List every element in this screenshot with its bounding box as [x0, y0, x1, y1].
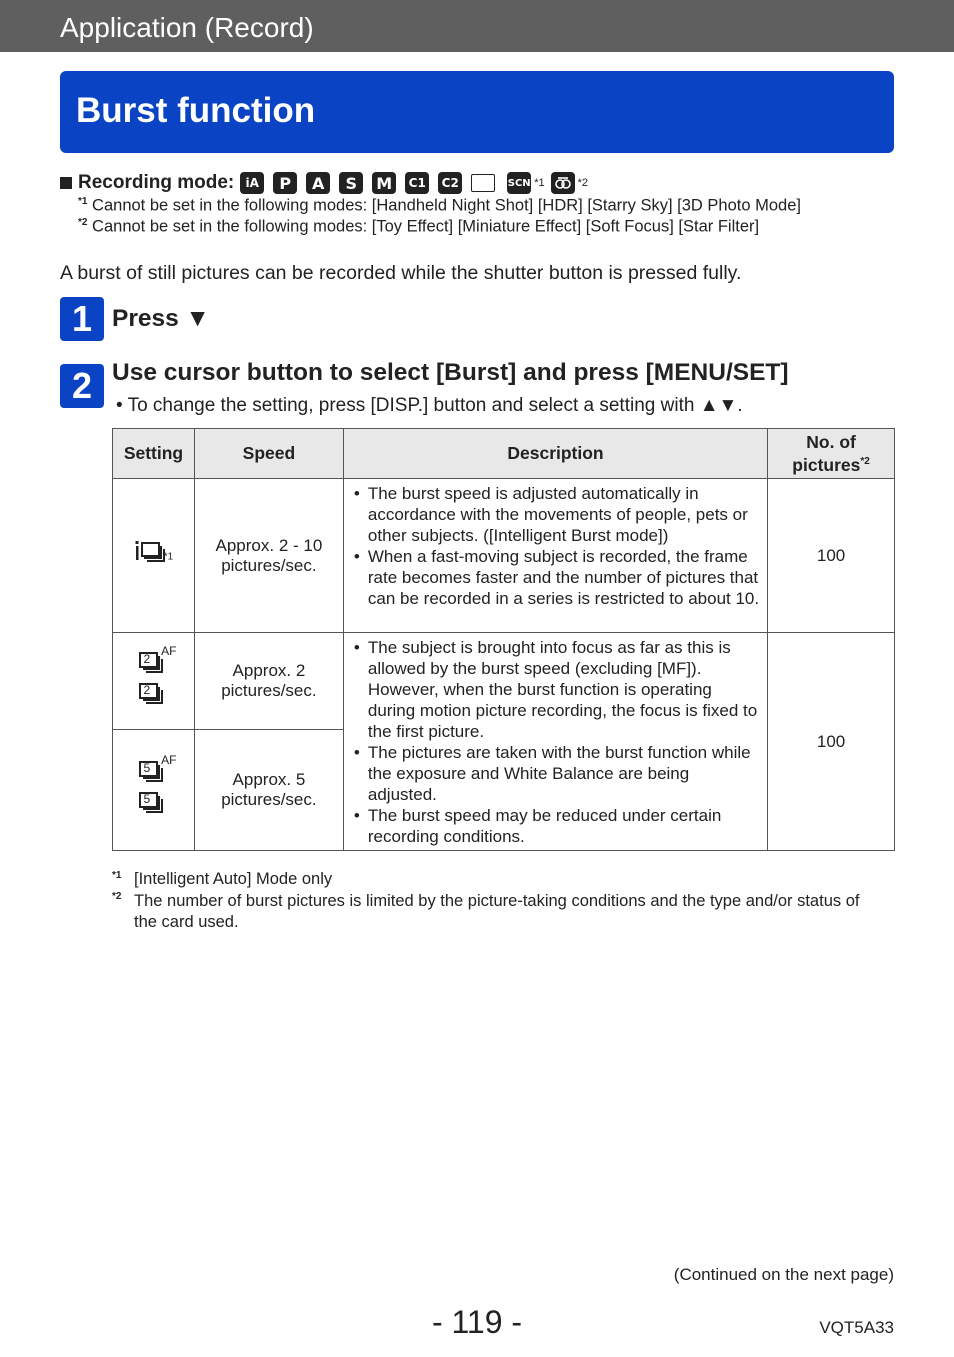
- mode-scn-icon: SCN: [507, 172, 531, 194]
- mode-c2-icon: C2: [438, 172, 462, 194]
- burst-settings-table: [112, 428, 895, 851]
- row1-mark: *1: [163, 551, 174, 563]
- speed-cell: Approx. 2 pictures/sec.: [194, 633, 343, 730]
- step-2-number: 2: [60, 364, 104, 408]
- mode-m-icon: M: [372, 172, 396, 194]
- burst-h-icon: 2: [138, 681, 168, 707]
- mode-a-icon: A: [306, 172, 330, 194]
- square-bullet-icon: [60, 177, 72, 189]
- burst-h-af-icon: 2 AF: [138, 650, 168, 676]
- mode-c1-icon: C1: [405, 172, 429, 194]
- title-banner: [60, 71, 894, 153]
- header-speed: Speed: [194, 429, 343, 479]
- footnote-1: [112, 870, 332, 889]
- note-text: Cannot be set in the following modes: [Toy Effect] [Miniature Effect] [Soft Focus] [Star Filter]: [92, 217, 760, 236]
- description-cell: [343, 633, 767, 851]
- footnote-mark: *2: [112, 891, 122, 902]
- list-item: • The burst speed is adjusted automatically in accordance with the movements of people, pets or other subjects. ([Intelligent Burst mode]): [352, 483, 759, 546]
- mode-ia-icon: iA: [240, 172, 264, 194]
- creative-control-icon: [551, 172, 575, 194]
- list-item: • The pictures are taken with the burst function while the exposure and White Balance are being adjusted.: [352, 742, 759, 805]
- setting-cell: [113, 479, 195, 633]
- panorama-mode-icon: [471, 174, 495, 192]
- continued-note: (Continued on the next page): [673, 1265, 894, 1284]
- mode-note-2: [78, 217, 759, 237]
- page-number: - 119 -: [431, 1304, 523, 1340]
- header-description: Description: [343, 429, 767, 479]
- recording-mode-label: Recording mode:: [78, 172, 235, 193]
- speed-cell: Approx. 5 pictures/sec.: [194, 730, 343, 851]
- recording-mode-row: [60, 170, 594, 196]
- step-1-number: 1: [60, 297, 104, 341]
- table-header-row: [113, 429, 895, 479]
- setting-cell: [113, 633, 195, 730]
- mode-note-1: [78, 196, 801, 216]
- header-count: No. of pictures$^{*2}$: [768, 429, 895, 479]
- step-2-text: Use cursor button to select [Burst] and press [MENU/SET]: [112, 359, 789, 386]
- description-list: [352, 637, 759, 847]
- footnote-2: [112, 891, 882, 933]
- footnote-text: [Intelligent Auto] Mode only: [134, 870, 333, 888]
- mode-icons: [240, 172, 594, 194]
- table-row: [113, 633, 895, 730]
- document-code: VQT5A33: [819, 1318, 894, 1337]
- intelligent-burst-icon: [134, 540, 164, 566]
- list-item: • When a fast-moving subject is recorded, the frame rate becomes faster and the number of pictures that can be recorded in a series is restricted to about 10.: [352, 546, 759, 609]
- note-mark: *1: [78, 196, 88, 207]
- mode-s-icon: S: [339, 172, 363, 194]
- section-header: [0, 0, 954, 52]
- description-list: [352, 483, 759, 609]
- table-row: [113, 479, 895, 633]
- burst-m-icon: 5: [138, 790, 168, 816]
- step-1-text: Press ▼: [112, 305, 210, 332]
- footnote-mark: *1: [112, 870, 122, 881]
- list-item: • The burst speed may be reduced under certain recording conditions.: [352, 805, 759, 847]
- page-title: Burst function: [76, 91, 316, 130]
- note-mark: *2: [78, 217, 88, 228]
- header-setting: Setting: [113, 429, 195, 479]
- mode-p-icon: P: [273, 172, 297, 194]
- description-cell: [343, 479, 767, 633]
- setting-cell: [113, 730, 195, 851]
- burst-m-af-icon: 5 AF: [138, 759, 168, 785]
- section-title: Application (Record): [60, 12, 314, 43]
- note1-mark: *1: [534, 177, 545, 189]
- note2-mark: *2: [577, 177, 589, 189]
- step-2-note: • To change the setting, press [DISP.] button and select a setting with ▲▼.: [116, 395, 743, 416]
- intro-text: A burst of still pictures can be recorded while the shutter button is pressed fully.: [60, 262, 742, 284]
- footnote-text: The number of burst pictures is limited by the picture-taking conditions and the type and/or status of the card used.: [134, 892, 860, 931]
- speed-cell: Approx. 2 - 10 pictures/sec.: [194, 479, 343, 633]
- note-text: Cannot be set in the following modes: [Handheld Night Shot] [HDR] [Starry Sky] [3D Photo Mode]: [92, 196, 801, 215]
- count-cell: 100: [768, 479, 895, 633]
- list-item: • The subject is brought into focus as far as this is allowed by the burst speed (excluding [MF]). However, when the burst function is operating during motion picture recording, the focus is fixed to the first picture.: [352, 637, 759, 742]
- count-cell: 100: [768, 633, 895, 851]
